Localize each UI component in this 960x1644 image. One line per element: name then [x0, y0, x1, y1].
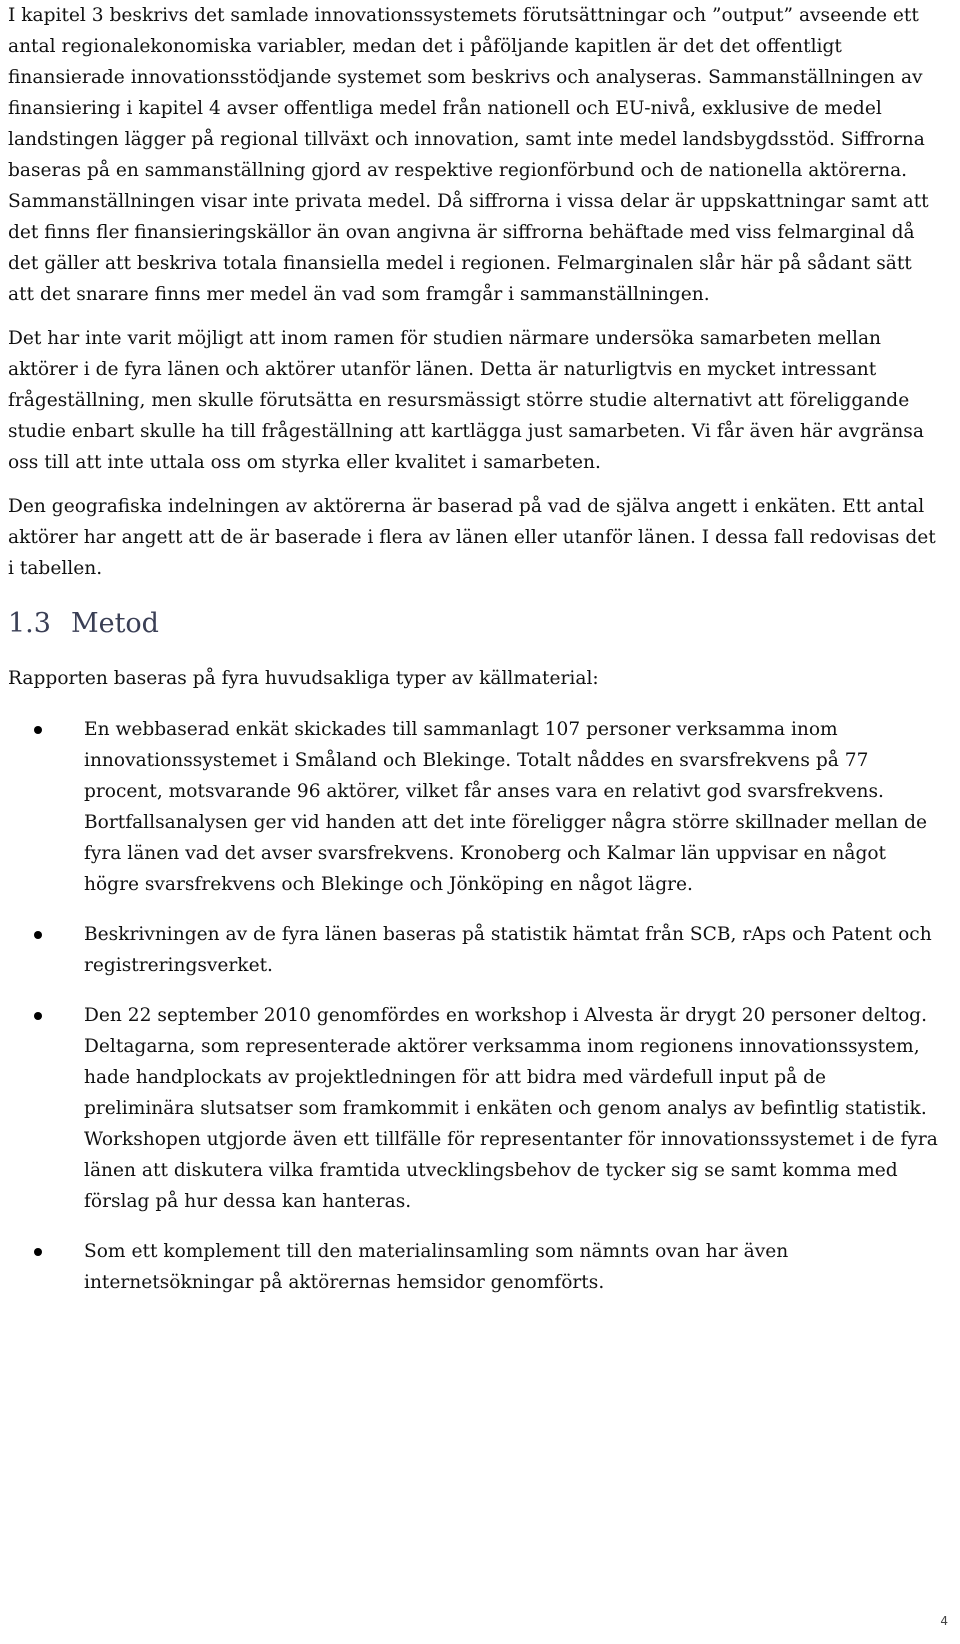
- bullet-icon: [34, 931, 42, 939]
- bullet-icon: [34, 1248, 42, 1256]
- section-number: 1.3: [8, 608, 51, 639]
- bullet-text: Den 22 september 2010 genomfördes en workshop i Alvesta är drygt 20 personer deltog. Deltagarna, som representerade aktörer verksamma inom regionens innovationssystem, hade handplockats av projektledningen för att bidra med värdefull input på de preliminära slutsatser som framkommit i enkäten och genom analys av befintlig statistik. Workshopen utgjorde även ett tillfälle för representanter för innovationssystemet i de fyra länen att diskutera vilka framtida utvecklingsbehov de tycker sig se samt komma med förslag på hur dessa kan hanteras.: [84, 1005, 938, 1212]
- paragraph-intro-chapters: I kapitel 3 beskrivs det samlade innovationssystemets förutsättningar och ”output” avseende ett antal regionalekonomiska variabler, medan det i påföljande kapitlen är det det offentligt finansierade innovationsstödjande systemet som beskrivs och analyseras. Sammanställningen av finansiering i kapitel 4 avser offentliga medel från nationell och EU-nivå, exklusive de medel landstingen lägger på regional tillväxt och innovation, samt inte medel landsbygdsstöd. Siffrorna baseras på en sammanställning gjord av respektive regionförbund och de nationella aktörerna. Sammanställningen visar inte privata medel. Då siffrorna i vissa delar är uppskattningar samt att det finns fler finansieringskällor än ovan angivna är siffrorna behäftade med viss felmarginal då det gäller att beskriva totala finansiella medel i regionen. Felmarginalen slår här på sådant sätt att det snarare finns mer medel än vad som framgår i sammanställningen.: [8, 5, 929, 305]
- paragraph-limitations: Det har inte varit möjligt att inom ramen för studien närmare undersöka samarbeten mellan aktörer i de fyra länen och aktörer utanför länen. Detta är naturligtvis en mycket intressant frågeställning, men skulle förutsätta en resursmässigt större studie alternativt att föreliggande studie enbart skulle ha till frågeställning att kartlägga just samarbeten. Vi får även här avgränsa oss till att inte uttala oss om styrka eller kvalitet i samarbeten.: [8, 328, 924, 473]
- page-number: 4: [940, 1614, 948, 1628]
- bullet-text: Som ett komplement till den materialinsamling som nämnts ovan har även internetsökningar på aktörernas hemsidor genomförts.: [84, 1241, 789, 1293]
- bullet-icon: [34, 726, 42, 734]
- method-bullet-list: [8, 714, 940, 1298]
- section-heading: [8, 604, 940, 644]
- bullet-icon: [34, 1012, 42, 1020]
- section-title: Metod: [70, 608, 159, 639]
- list-item: [8, 919, 940, 981]
- list-item: [8, 1236, 940, 1298]
- bullet-text: Beskrivningen av de fyra länen baseras på statistik hämtat från SCB, rAps och Patent och registreringsverket.: [84, 924, 932, 976]
- paragraph-geography: Den geografiska indelningen av aktörerna är baserad på vad de själva angett i enkäten. Ett antal aktörer har angett att de är baserade i flera av länen eller utanför länen. I dessa fall redovisas det i tabellen.: [8, 496, 936, 579]
- list-item: [8, 1000, 940, 1217]
- method-intro: Rapporten baseras på fyra huvudsakliga typer av källmaterial:: [8, 668, 599, 689]
- list-item: [8, 714, 940, 900]
- document-page: [8, 0, 940, 1298]
- bullet-text: En webbaserad enkät skickades till sammanlagt 107 personer verksamma inom innovationssystemet i Småland och Blekinge. Totalt nåddes en svarsfrekvens på 77 procent, motsvarande 96 aktörer, vilket får anses vara en relativt god svarsfrekvens. Bortfallsanalysen ger vid handen att det inte föreligger några större skillnader mellan de fyra länen vad det avser svarsfrekvens. Kronoberg och Kalmar län uppvisar en något högre svarsfrekvens och Blekinge och Jönköping en något lägre.: [84, 719, 928, 895]
